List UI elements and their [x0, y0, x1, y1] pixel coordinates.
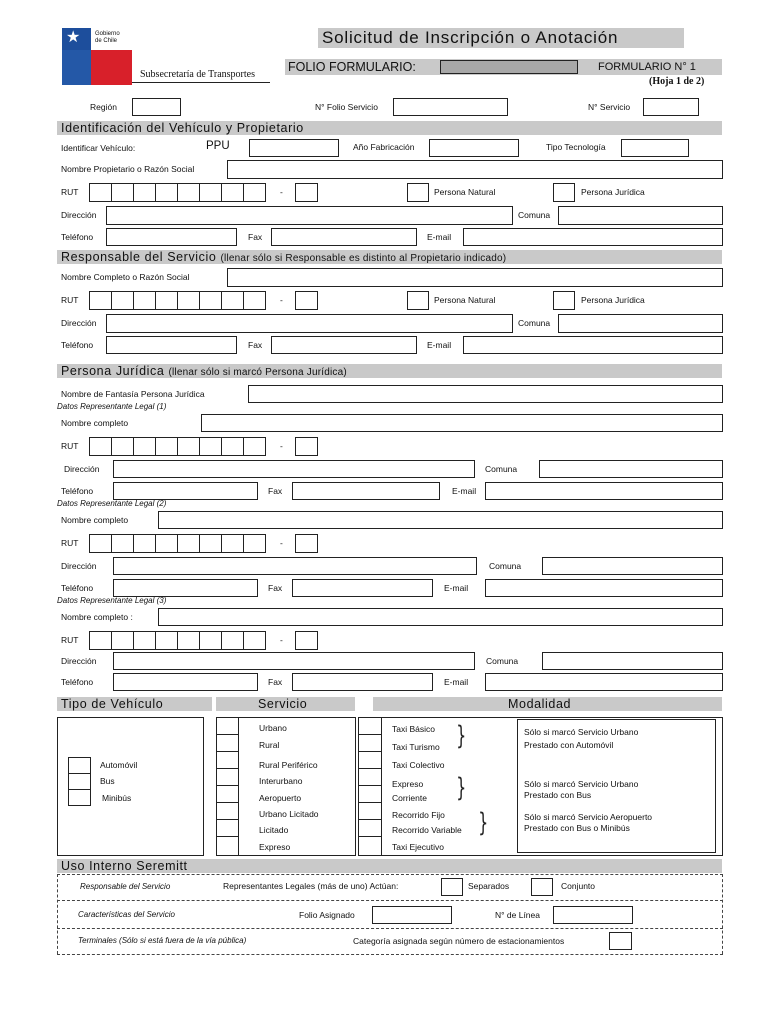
- rep3-comuna-input[interactable]: [542, 652, 723, 670]
- servicio-checkbox-aeropuerto[interactable]: [216, 785, 239, 803]
- rep1-rut-input[interactable]: [89, 437, 266, 456]
- conjunto-checkbox[interactable]: [531, 878, 553, 896]
- propietario-comuna-input[interactable]: [558, 206, 723, 225]
- modalidad-title: Modalidad: [508, 697, 572, 711]
- responsable-email-label: E-mail: [427, 340, 452, 350]
- modalidad-checkbox-column: [358, 717, 382, 856]
- rep3-email-label: E-mail: [444, 677, 469, 687]
- rep2-rut-input[interactable]: [89, 534, 266, 553]
- rep3-rut-dash: -: [280, 635, 283, 645]
- ppu-input[interactable]: [249, 139, 339, 157]
- propietario-rut-dash: -: [280, 187, 283, 197]
- vehiculo-label-bus: Bus: [100, 776, 115, 786]
- responsable-direccion-input[interactable]: [106, 314, 513, 333]
- responsable-telefono-label: Teléfono: [61, 340, 94, 350]
- servicio-label-urbano: Urbano: [259, 723, 287, 733]
- n-servicio-label: N° Servicio: [588, 102, 631, 112]
- rep2-nombre-input[interactable]: [158, 511, 723, 529]
- rep1-heading: Datos Representante Legal (1): [57, 402, 167, 411]
- servicio-checkbox-urbano-licitado[interactable]: [216, 802, 239, 820]
- rep2-fax-label: Fax: [268, 583, 283, 593]
- brace-icon-1: }: [456, 721, 467, 751]
- vehiculo-checkbox-minibus[interactable]: [68, 789, 91, 806]
- propietario-natural-label: Persona Natural: [434, 187, 496, 197]
- rep2-comuna-label: Comuna: [489, 561, 522, 571]
- responsable-comuna-label: Comuna: [518, 318, 551, 328]
- servicio-label-aeropuerto: Aeropuerto: [259, 793, 302, 803]
- propietario-telefono-input[interactable]: [106, 228, 237, 246]
- responsable-rut-dash: -: [280, 295, 283, 305]
- propietario-direccion-input[interactable]: [106, 206, 513, 225]
- servicio-label-interurbano: Interurbano: [259, 776, 303, 786]
- interno-terminales-label: Terminales (Sólo si está fuera de la vía pública): [78, 936, 247, 945]
- interno-divider-2: [57, 928, 723, 929]
- responsable-fax-input[interactable]: [271, 336, 417, 354]
- responsable-title-sub: (llenar sólo si Responsable es distinto al Propietario indicado): [220, 253, 507, 264]
- rep2-nombre-label: Nombre completo: [61, 515, 129, 525]
- folio-asignado-input[interactable]: [372, 906, 452, 924]
- modalidad-label-recorrido-fijo: Recorrido Fijo: [392, 810, 445, 820]
- n-linea-input[interactable]: [553, 906, 633, 924]
- logo-subtitle: Subsecretaría de Transportes: [140, 69, 255, 80]
- interno-representantes-label: Representantes Legales (más de uno) Actúan:: [223, 881, 399, 891]
- rep3-direccion-input[interactable]: [113, 652, 475, 670]
- region-input[interactable]: [132, 98, 181, 116]
- modalidad-label-expreso: Expreso: [392, 779, 424, 789]
- propietario-email-label: E-mail: [427, 232, 452, 242]
- propietario-comuna-label: Comuna: [518, 210, 551, 220]
- propietario-nombre-label: Nombre Propietario o Razón Social: [61, 164, 195, 174]
- rep1-rut-dash: -: [280, 441, 283, 451]
- responsable-direccion-label: Dirección: [61, 318, 97, 328]
- section-title-interno: Uso Interno Seremitt: [61, 859, 188, 873]
- modalidad-label-taxi-colectivo: Taxi Colectivo: [392, 760, 445, 770]
- logo-blue-bar: [62, 50, 91, 85]
- rep3-direccion-label: Dirección: [61, 656, 97, 666]
- responsable-fax-label: Fax: [248, 340, 263, 350]
- interno-responsable-label: Responsable del Servicio: [80, 882, 171, 891]
- responsable-title: Responsable del Servicio: [61, 250, 217, 264]
- modalidad-label-corriente: Corriente: [392, 793, 427, 803]
- rep1-nombre-label: Nombre completo: [61, 418, 129, 428]
- responsable-comuna-input[interactable]: [558, 314, 723, 333]
- servicio-label-rural: Rural: [259, 740, 280, 750]
- rep1-fax-input[interactable]: [292, 482, 440, 500]
- propietario-telefono-label: Teléfono: [61, 232, 94, 242]
- propietario-email-input[interactable]: [463, 228, 723, 246]
- rep3-fax-label: Fax: [268, 677, 283, 687]
- rep1-telefono-input[interactable]: [113, 482, 258, 500]
- propietario-rut-dv-input[interactable]: [295, 183, 318, 202]
- responsable-nombre-input[interactable]: [227, 268, 723, 287]
- rep1-comuna-label: Comuna: [485, 464, 518, 474]
- tipo-tecnologia-label: Tipo Tecnología: [546, 142, 606, 152]
- servicio-checkbox-expreso[interactable]: [216, 836, 239, 856]
- vehiculo-label-minibus: Minibús: [102, 793, 132, 803]
- n-servicio-input[interactable]: [643, 98, 699, 116]
- rep3-email-input[interactable]: [485, 673, 723, 691]
- vehiculo-label-automovil: Automóvil: [100, 760, 138, 770]
- rep3-rut-input[interactable]: [89, 631, 266, 650]
- conjunto-label: Conjunto: [561, 881, 596, 891]
- vehiculo-checkbox-bus[interactable]: [68, 773, 91, 790]
- modalidad-checkbox-taxi-colectivo[interactable]: [358, 751, 382, 769]
- rep3-heading: Datos Representante Legal (3): [57, 596, 167, 605]
- modalidad-label-taxi-turismo: Taxi Turismo: [392, 742, 440, 752]
- responsable-rut-input[interactable]: [89, 291, 266, 310]
- rep1-telefono-label: Teléfono: [61, 486, 94, 496]
- pj-title: Persona Jurídica: [61, 364, 165, 378]
- modalidad-checkbox-recorrido-fijo[interactable]: [358, 802, 382, 820]
- modalidad-checkbox-expreso[interactable]: [358, 768, 382, 786]
- propietario-juridica-label: Persona Jurídica: [581, 187, 645, 197]
- modalidad-checkbox-taxi-ejecutivo[interactable]: [358, 836, 382, 856]
- interno-border-top: [57, 874, 723, 875]
- modalidad-label-recorrido-variable: Recorrido Variable: [392, 825, 462, 835]
- servicio-checkbox-rural-periferico[interactable]: [216, 751, 239, 769]
- folio-asignado-label: Folio Asignado: [299, 910, 355, 920]
- servicio-label-licitado: Licitado: [259, 825, 289, 835]
- interno-border-left: [57, 874, 58, 954]
- note1-line1: Sólo si marcó Servicio Urbano: [524, 727, 639, 737]
- rep2-direccion-label: Dirección: [61, 561, 97, 571]
- anio-label: Año Fabricación: [353, 142, 415, 152]
- interno-divider-1: [57, 900, 723, 901]
- note2-line1: Sólo si marcó Servicio Urbano: [524, 779, 639, 789]
- rep2-rut-label: RUT: [61, 538, 79, 548]
- responsable-rut-dv-input[interactable]: [295, 291, 318, 310]
- logo-red-bar: [91, 50, 132, 85]
- modalidad-checkbox-corriente[interactable]: [358, 785, 382, 803]
- folio-servicio-input[interactable]: [393, 98, 508, 116]
- rep2-heading: Datos Representante Legal (2): [57, 499, 167, 508]
- folio-servicio-label: N° Folio Servicio: [315, 102, 378, 112]
- propietario-natural-checkbox[interactable]: [407, 183, 429, 202]
- interno-caracteristicas-label: Características del Servicio: [78, 910, 175, 919]
- logo-line-2: de Chile: [95, 38, 118, 44]
- categoria-input[interactable]: [609, 932, 632, 950]
- modalidad-checkbox-taxi-basico[interactable]: [358, 717, 382, 735]
- interno-border-right: [722, 874, 723, 954]
- servicio-checkbox-column: [216, 717, 239, 856]
- rep3-rut-label: RUT: [61, 635, 79, 645]
- rep1-direccion-input[interactable]: [113, 460, 475, 478]
- servicio-checkbox-rural[interactable]: [216, 734, 239, 752]
- responsable-juridica-label: Persona Jurídica: [581, 295, 645, 305]
- vehiculo-checkbox-automovil[interactable]: [68, 757, 91, 774]
- brace-icon-3: }: [478, 808, 489, 838]
- rep1-comuna-input[interactable]: [539, 460, 723, 478]
- responsable-telefono-input[interactable]: [106, 336, 237, 354]
- section-title-responsable: [61, 250, 506, 266]
- region-label: Región: [90, 102, 117, 112]
- logo-star-icon: ★: [66, 29, 81, 46]
- servicio-label-expreso: Expreso: [259, 842, 291, 852]
- separados-label: Separados: [468, 881, 510, 891]
- rep2-direccion-input[interactable]: [113, 557, 477, 575]
- modalidad-label-taxi-basico: Taxi Básico: [392, 724, 435, 734]
- servicio-checkbox-urbano[interactable]: [216, 717, 239, 735]
- rep2-telefono-label: Teléfono: [61, 583, 94, 593]
- section-title-vehiculo: Identificación del Vehículo y Propietario: [61, 121, 304, 135]
- propietario-direccion-label: Dirección: [61, 210, 97, 220]
- rep1-nombre-input[interactable]: [201, 414, 723, 432]
- rep1-rut-label: RUT: [61, 441, 79, 451]
- servicio-label-urbano-licitado: Urbano Licitado: [259, 809, 319, 819]
- servicio-label-rural-periferico: Rural Periférico: [259, 760, 318, 770]
- ppu-label: PPU: [206, 140, 230, 152]
- tipo-tecnologia-input[interactable]: [621, 139, 689, 157]
- rep3-telefono-label: Teléfono: [61, 677, 94, 687]
- rep2-comuna-input[interactable]: [542, 557, 723, 575]
- note3-line2: Prestado con Bus o Minibús: [524, 823, 630, 833]
- rep2-telefono-input[interactable]: [113, 579, 258, 597]
- fantasia-input[interactable]: [248, 385, 723, 403]
- note3-line1: Sólo si marcó Servicio Aeropuerto: [524, 812, 653, 822]
- rep2-email-label: E-mail: [444, 583, 469, 593]
- modalidad-label-taxi-ejecutivo: Taxi Ejecutivo: [392, 842, 444, 852]
- rep1-email-label: E-mail: [452, 486, 477, 496]
- logo-underline: [132, 82, 270, 83]
- interno-border-bottom: [57, 954, 723, 955]
- rep2-rut-dv-input[interactable]: [295, 534, 318, 553]
- logo-line-1: Gobierno: [95, 31, 120, 37]
- rep1-direccion-label: Dirección: [64, 464, 100, 474]
- rep3-telefono-input[interactable]: [113, 673, 258, 691]
- responsable-rut-label: RUT: [61, 295, 79, 305]
- brace-icon-2: }: [456, 773, 467, 803]
- section-title-persona-juridica: [61, 364, 347, 380]
- responsable-natural-checkbox[interactable]: [407, 291, 429, 310]
- rep3-rut-dv-input[interactable]: [295, 631, 318, 650]
- propietario-rut-label: RUT: [61, 187, 79, 197]
- tipo-title: Tipo de Vehículo: [61, 697, 164, 711]
- responsable-natural-label: Persona Natural: [434, 295, 496, 305]
- sheet-number: (Hoja 1 de 2): [649, 76, 705, 87]
- servicio-checkbox-licitado[interactable]: [216, 819, 239, 837]
- categoria-label: Categoría asignada según número de estacionamientos: [353, 936, 565, 946]
- rep2-email-input[interactable]: [485, 579, 723, 597]
- rep3-comuna-label: Comuna: [486, 656, 519, 666]
- rep2-rut-dash: -: [280, 538, 283, 548]
- n-linea-label: N° de Línea: [495, 910, 540, 920]
- anio-input[interactable]: [429, 139, 519, 157]
- government-logo: [62, 28, 132, 85]
- note1-line2: Prestado con Automóvil: [524, 740, 614, 750]
- separados-checkbox[interactable]: [441, 878, 463, 896]
- rep2-fax-input[interactable]: [292, 579, 433, 597]
- propietario-fax-label: Fax: [248, 232, 263, 242]
- propietario-nombre-input[interactable]: [227, 160, 723, 179]
- identificar-label: Identificar Vehículo:: [61, 143, 136, 153]
- propietario-rut-input[interactable]: [89, 183, 266, 202]
- form-number: FORMULARIO N° 1: [598, 61, 696, 73]
- responsable-juridica-checkbox[interactable]: [553, 291, 575, 310]
- modalidad-checkbox-taxi-turismo[interactable]: [358, 734, 382, 752]
- responsable-nombre-label: Nombre Completo o Razón Social: [61, 272, 190, 282]
- rep1-rut-dv-input[interactable]: [295, 437, 318, 456]
- rep3-nombre-input[interactable]: [158, 608, 723, 626]
- rep3-fax-input[interactable]: [292, 673, 433, 691]
- propietario-fax-input[interactable]: [271, 228, 417, 246]
- note2-line2: Prestado con Bus: [524, 790, 592, 800]
- responsable-email-input[interactable]: [463, 336, 723, 354]
- servicio-checkbox-interurbano[interactable]: [216, 768, 239, 786]
- folio-input[interactable]: [440, 60, 578, 74]
- modalidad-checkbox-recorrido-variable[interactable]: [358, 819, 382, 837]
- propietario-juridica-checkbox[interactable]: [553, 183, 575, 202]
- pj-title-sub: (llenar sólo si marcó Persona Jurídica): [168, 367, 347, 378]
- folio-label: FOLIO FORMULARIO:: [288, 60, 416, 74]
- fantasia-label: Nombre de Fantasía Persona Jurídica: [61, 389, 205, 399]
- servicio-title: Servicio: [258, 697, 308, 711]
- rep1-email-input[interactable]: [485, 482, 723, 500]
- rep3-nombre-label: Nombre completo :: [61, 612, 133, 622]
- rep1-fax-label: Fax: [268, 486, 283, 496]
- page-title: Solicitud de Inscripción o Anotación: [322, 28, 619, 47]
